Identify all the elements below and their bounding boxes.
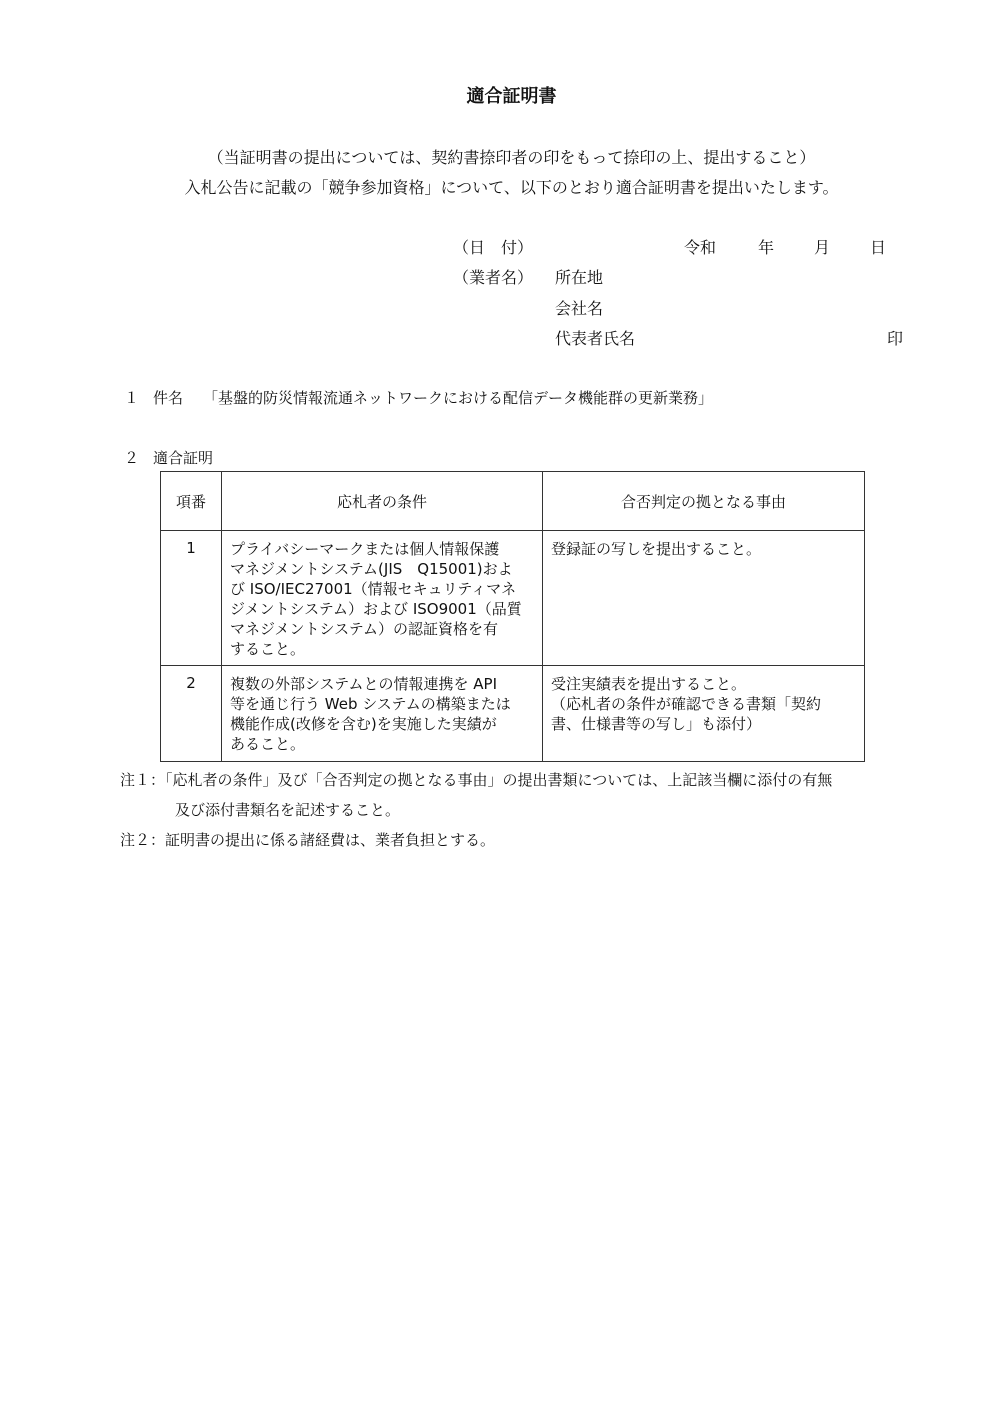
date-era: 令和 xyxy=(684,238,717,257)
date-year-unit: 年 xyxy=(758,238,775,257)
row-condition: プライバシーマークまたは個人情報保護 マネジメントシステム(JIS Q15001)およ び ISO/IEC27001（情報セキュリティマネ ジメントシステム）および ISO9001（品質 マネジメントシステム）の認証資格を有 すること。 xyxy=(222,531,543,666)
header-item-number: 項番 xyxy=(161,472,222,531)
section2-number: ２ xyxy=(124,449,140,467)
row-evidence: 受注実績表を提出すること。 （応札者の条件が確認できる書類「契約 書、仕様書等の写し」も添付） xyxy=(543,666,865,762)
company-name-label: 会社名 xyxy=(555,299,604,318)
company-label: （業者名） xyxy=(453,268,534,287)
table-row xyxy=(161,531,865,666)
row-condition: 複数の外部システムとの情報連携を API 等を通じ行う Web システムの構築または 機能作成(改修を含む)を実施した実績が あること。 xyxy=(222,666,543,762)
table-row xyxy=(161,666,865,762)
date-label: （日 付） xyxy=(453,238,534,257)
seal-mark: 印 xyxy=(887,329,904,348)
note-1-line-1: 注１：「応札者の条件」及び「合否判定の拠となる事由」の提出書類については、上記該当欄に添付の有無 xyxy=(120,771,833,789)
section1-number: １ xyxy=(124,389,140,407)
address-label: 所在地 xyxy=(555,268,604,287)
project-name: 「基盤的防災情報流通ネットワークにおける配信データ機能群の更新業務」 xyxy=(203,389,714,407)
table-header-row xyxy=(161,472,865,531)
note-2: 注２：証明書の提出に係る諸経費は、業者負担とする。 xyxy=(120,831,496,849)
header-judgment-basis: 合否判定の拠となる事由 xyxy=(543,472,865,531)
section1-label: 件名 xyxy=(153,389,184,407)
row-number: 1 xyxy=(161,531,222,666)
submission-instruction: （当証明書の提出については、契約書捺印者の印をもって捺印の上、提出すること） xyxy=(207,148,816,167)
document-title: 適合証明書 xyxy=(466,86,557,107)
certification-statement: 入札公告に記載の「競争参加資格」について、以下のとおり適合証明書を提出いたします。 xyxy=(184,178,839,197)
conformity-table xyxy=(160,471,865,762)
representative-label: 代表者氏名 xyxy=(555,329,636,348)
row-number: 2 xyxy=(161,666,222,762)
date-month-unit: 月 xyxy=(814,238,831,257)
section2-label: 適合証明 xyxy=(153,449,214,467)
row-evidence: 登録証の写しを提出すること。 xyxy=(543,531,865,666)
header-bidder-condition: 応札者の条件 xyxy=(222,472,543,531)
date-day-unit: 日 xyxy=(870,238,887,257)
note-1-line-2: 及び添付書類名を記述すること。 xyxy=(175,801,401,819)
